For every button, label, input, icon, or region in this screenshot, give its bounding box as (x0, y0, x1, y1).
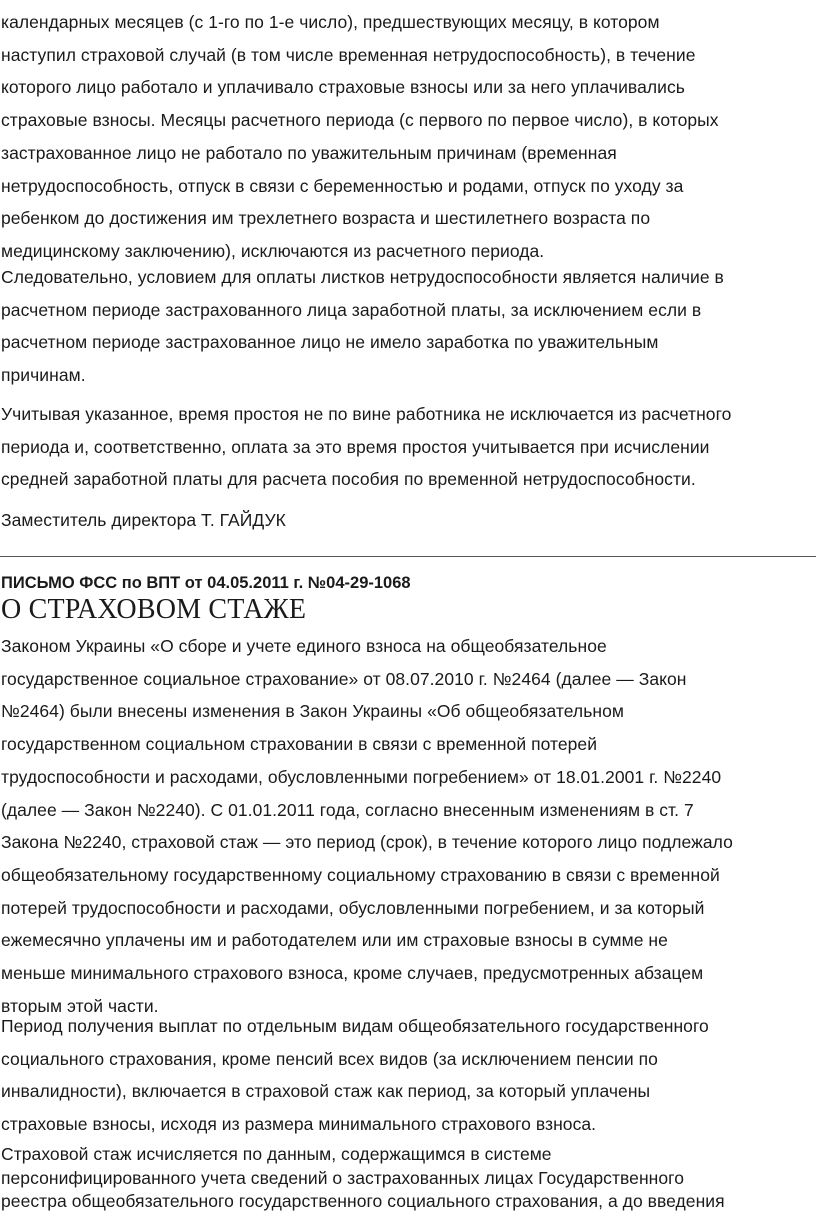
text-line: страховые взносы. Месяцы расчетного периода (с первого по первое число), в которых (1, 110, 719, 131)
paragraph-conclusion (1, 261, 724, 392)
text-line: Период получения выплат по отдельным видам общеобязательного государственного (1, 1016, 709, 1036)
text-line: №2464) были внесены изменения в Закон Украины «Об общеобязательном (1, 701, 624, 722)
text-line: расчетном периоде застрахованное лицо не имело заработка по уважительным (1, 332, 659, 353)
text-line: страховые взносы, исходя из размера минимального страхового взноса. (1, 1114, 597, 1135)
signature-line: Заместитель директора Т. ГАЙДУК (1, 510, 286, 530)
paragraph-stage-calculation (1, 1143, 725, 1212)
text-line: которого лицо работало и уплачивало страховые взносы или за него уплачивались (1, 77, 685, 98)
text-line: средней заработной платы для расчета пособия по временной нетрудоспособности. (1, 469, 696, 490)
text-line: нетрудоспособность, отпуск в связи с беременностью и родами, отпуск по уходу за (1, 175, 684, 196)
text-line: общеобязательному государственному социальному страхованию в связи с временной (1, 864, 720, 885)
paragraph-benefit-period (1, 1010, 709, 1141)
paragraph-insurance-law (1, 630, 733, 1022)
text-line: расчетном периоде застрахованного лица заработной платы, за исключением если в (1, 299, 702, 320)
text-line: меньше минимального страхового взноса, кроме случаев, предусмотренных абзацем (1, 963, 704, 984)
text-line: наступил страховой случай (в том числе временная нетрудоспособность), в течение (1, 44, 696, 65)
text-line: трудоспособности и расходами, обусловленными погребением» от 18.01.2001 г. №2240 (1, 766, 722, 787)
text-line: периода и, соответственно, оплата за это время простоя учитывается при исчислении (1, 436, 710, 457)
text-line: персонифицированного учета сведений о застрахованных лицах Государственного (1, 1167, 684, 1188)
text-line: медицинскому заключению), исключаются из расчетного периода. (1, 240, 545, 261)
text-line: застрахованное лицо не работало по уважительным причинам (временная (1, 142, 617, 163)
section-divider (0, 556, 816, 557)
text-line: инвалидности), включается в страховой стаж как период, за который уплачены (1, 1081, 651, 1102)
text-line: государственное социальное страхование» от 08.07.2010 г. №2464 (далее — Закон (1, 668, 687, 689)
text-line: социального страхования, кроме пенсий всех видов (за исключением пенсии по (1, 1048, 658, 1069)
paragraph-calculation-period (1, 6, 719, 268)
text-line: причинам. (1, 365, 86, 386)
text-line: Закона №2240, страховой стаж — это период (срок), в течение которого лицо подлежало (1, 832, 733, 853)
text-line: Законом Украины «О сборе и учете единого взноса на общеобязательное (1, 636, 607, 656)
text-line: Следовательно, условием для оплаты листков нетрудоспособности является наличие в (1, 267, 724, 287)
text-line: Страховой стаж исчисляется по данным, содержащимся в системе (1, 1144, 552, 1164)
text-line: ребенком до достижения им трехлетнего возраста и шестилетнего возраста по (1, 208, 651, 229)
text-line: Учитывая указанное, время простоя не по вине работника не исключается из расчетного (1, 404, 732, 424)
text-line: государственном социальном страховании в связи с временной потерей (1, 734, 598, 755)
paragraph-downtime (1, 398, 731, 496)
text-line: (далее — Закон №2240). С 01.01.2011 года, согласно внесенным изменениям в ст. 7 (1, 799, 694, 820)
text-line: календарных месяцев (с 1-го по 1-е число), предшествующих месяцу, в котором (1, 12, 660, 32)
text-line: потерей трудоспособности и расходами, обусловленными погребением, и за который (1, 897, 705, 918)
letter-reference: ПИСЬМО ФСС по ВПТ от 04.05.2011 г. №04-29-1068 (1, 574, 411, 592)
section-heading: О СТРАХОВОМ СТАЖЕ (1, 594, 307, 625)
text-line: реестра общеобязательного государственного социального страхования, а до введения (1, 1191, 725, 1211)
text-line: ежемесячно уплачены им и работодателем или им страховые взносы в сумме не (1, 930, 668, 951)
text-line: вторым этой части. (1, 995, 159, 1016)
